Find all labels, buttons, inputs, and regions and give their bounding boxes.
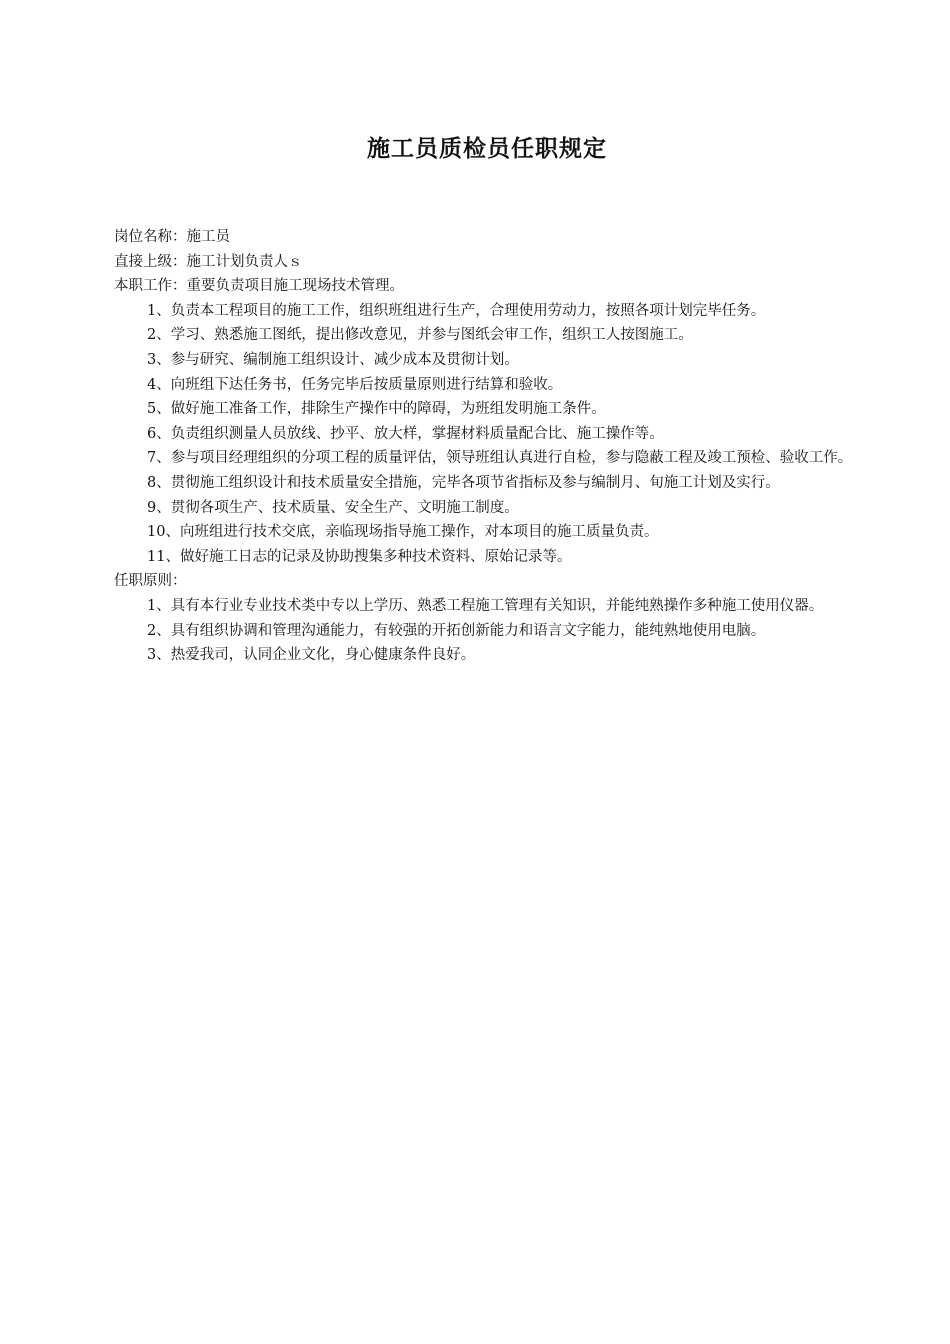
document-title: 施工员质检员任职规定 (367, 136, 607, 162)
duties-list (114, 299, 874, 570)
duty-item: 4、向班组下达任务书，任务完毕后按质量原则进行结算和验收。 (147, 376, 563, 393)
principle-item: 3、热爱我司，认同企业文化，身心健康条件良好。 (147, 647, 476, 664)
duty-item: 9、贯彻各项生产、技术质量、安全生产、文明施工制度。 (147, 499, 519, 516)
duty-item: 3、参与研究、编制施工组织设计、减少成本及贯彻计划。 (147, 351, 519, 368)
duty-item: 2、学习、熟悉施工图纸，提出修改意见，并参与图纸会审工作，组织工人按图施工。 (147, 327, 693, 344)
direct-supervisor: 直接上级：施工计划负责人ｓ (114, 253, 303, 270)
duty-item: 1、负责本工程项目的施工工作，组织班组进行生产，合理使用劳动力，按照各项计划完毕任务。 (147, 302, 766, 319)
duty-item: 11、做好施工日志的记录及协助搜集多种技术资料、原始记录等。 (147, 548, 572, 565)
document-body (114, 225, 874, 668)
principles-heading: 任职原则： (114, 573, 187, 590)
duty-item: 10、向班组进行技术交底，亲临现场指导施工操作，对本项目的施工质量负责。 (147, 524, 659, 541)
principle-item: 1、具有本行业专业技术类中专以上学历、熟悉工程施工管理有关知识，并能纯熟操作多种施工使用仪器。 (147, 597, 824, 614)
principle-item: 2、具有组织协调和管理沟通能力，有较强的开拓创新能力和语言文字能力，能纯熟地使用电脑。 (147, 622, 766, 639)
principles-list (114, 594, 874, 668)
duty-item: 7、参与项目经理组织的分项工程的质量评估，领导班组认真进行自检，参与隐蔽工程及竣工预检、验收工作。 (147, 450, 853, 467)
duty-item: 8、贯彻施工组织设计和技术质量安全措施，完毕各项节省指标及参与编制月、旬施工计划及实行。 (147, 474, 780, 491)
duty-item: 5、做好施工准备工作，排除生产操作中的障碍，为班组发明施工条件。 (147, 401, 606, 418)
post-name: 岗位名称：施工员 (114, 229, 230, 245)
duties-heading: 本职工作：重要负责项目施工现场技术管理。 (114, 278, 404, 295)
duty-item: 6、负责组织测量人员放线、抄平、放大样，掌握材料质量配合比、施工操作等。 (147, 425, 664, 442)
